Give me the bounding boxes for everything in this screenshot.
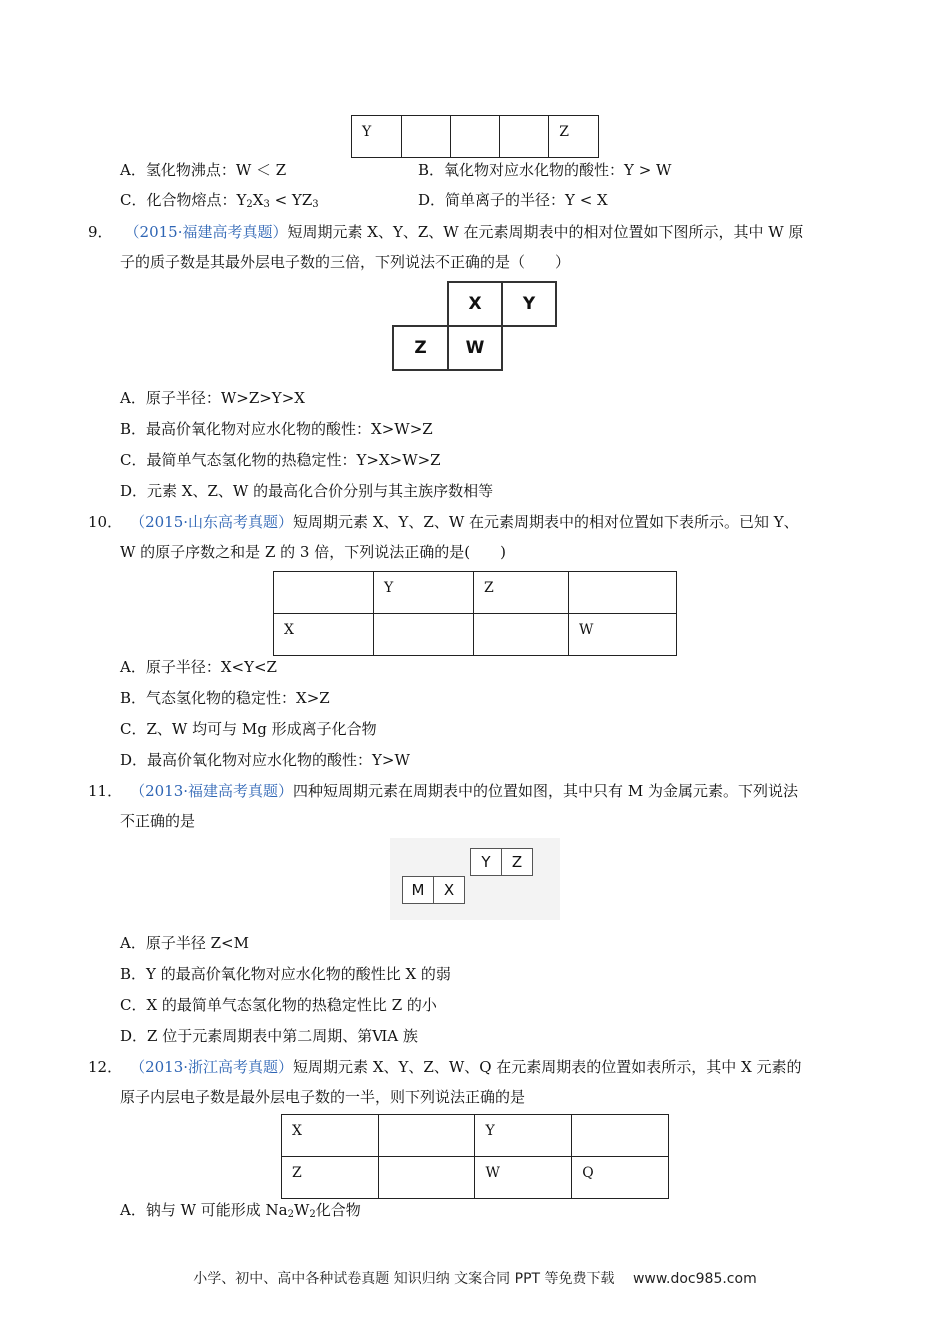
stem-text: 短周期元素 X、Y、Z、W、Q 在元素周期表的位置如表所示，其中 X 元素的 bbox=[293, 1058, 802, 1076]
q12-cell: Q bbox=[572, 1157, 669, 1199]
q9-stem-line2: 子的质子数是其最外层电子数的三倍，下列说法不正确的是（ ） bbox=[120, 253, 571, 271]
stem-text: 四种短周期元素在周期表中的位置如图，其中只有 M 为金属元素。下列说法 bbox=[293, 782, 798, 800]
q12-cell: Y bbox=[475, 1115, 572, 1157]
q8-cell bbox=[500, 116, 549, 158]
q10-cell: W bbox=[569, 614, 677, 656]
q9-stem bbox=[88, 222, 803, 242]
q12-cell: Z bbox=[282, 1157, 379, 1199]
q11-figure bbox=[390, 838, 560, 920]
q8-table bbox=[351, 115, 599, 158]
q11-option-c: C．X 的最简单气态氢化物的热稳定性比 Z 的小 bbox=[120, 996, 437, 1014]
q12-cell: X bbox=[282, 1115, 379, 1157]
periodic-cell: Z bbox=[501, 848, 533, 876]
q10-stem bbox=[88, 512, 799, 532]
q12-stem-line2: 原子内层电子数是最外层电子数的一半，则下列说法正确的是 bbox=[120, 1088, 526, 1106]
question-number: 11． bbox=[88, 782, 123, 800]
question-number: 9． bbox=[88, 223, 113, 241]
periodic-cell: W bbox=[447, 325, 503, 371]
q9-option-b: B．最高价氧化物对应水化物的酸性：X>W>Z bbox=[120, 420, 433, 438]
q8-option-c-text: < YZ bbox=[269, 191, 313, 209]
stem-text: 短周期元素 X、Y、Z、W 在元素周期表中的相对位置如下表所示。已知 Y、 bbox=[293, 513, 799, 531]
q10-option-c: C．Z、W 均可与 Mg 形成离子化合物 bbox=[120, 720, 377, 738]
q10-cell bbox=[274, 572, 374, 614]
periodic-cell: M bbox=[402, 876, 434, 904]
subscript: 3 bbox=[312, 199, 319, 210]
q10-cell bbox=[473, 614, 568, 656]
q11-stem-line2: 不正确的是 bbox=[120, 812, 196, 830]
q8-cell bbox=[401, 116, 450, 158]
stem-text: 短周期元素 X、Y、Z、W 在元素周期表中的相对位置如下图所示，其中 W 原 bbox=[287, 223, 804, 241]
q8-option-c-text: C．化合物熔点：Y bbox=[120, 191, 247, 209]
q9-option-d: D．元素 X、Z、W 的最高化合价分别与其主族序数相等 bbox=[120, 482, 494, 500]
q12-table bbox=[281, 1114, 669, 1199]
q10-option-d: D．最高价氧化物对应水化物的酸性：Y>W bbox=[120, 751, 410, 769]
question-number: 10． bbox=[88, 513, 123, 531]
q11-option-b: B．Y 的最高价氧化物对应水化物的酸性比 X 的弱 bbox=[120, 965, 451, 983]
q10-option-a: A．原子半径：X<Y<Z bbox=[120, 658, 277, 676]
q10-stem-line2: W 的原子序数之和是 Z 的 3 倍，下列说法正确的是( ) bbox=[120, 543, 506, 561]
question-source: （2015·福建高考真题） bbox=[124, 223, 288, 241]
q10-cell bbox=[373, 614, 473, 656]
q8-option-a: A．氢化物沸点：W ＜ Z bbox=[120, 161, 287, 179]
periodic-cell: Y bbox=[470, 848, 502, 876]
q12-option-a-text: W bbox=[294, 1201, 310, 1219]
q8-cell bbox=[450, 116, 499, 158]
q12-option-a-text: A．钠与 W 可能形成 Na bbox=[120, 1201, 288, 1219]
q10-table bbox=[273, 571, 677, 656]
q11-option-a: A．原子半径 Z<M bbox=[120, 934, 249, 952]
q12-cell bbox=[378, 1115, 475, 1157]
q12-cell bbox=[378, 1157, 475, 1199]
footer-text: 小学、初中、高中各种试卷真题 知识归纳 文案合同 PPT 等免费下载 www.doc985.com bbox=[193, 1271, 757, 1287]
q11-option-d: D．Z 位于元素周期表中第二周期、第ⅥA 族 bbox=[120, 1027, 418, 1045]
subscript: 2 bbox=[309, 1209, 316, 1220]
q8-option-b: B．氧化物对应水化物的酸性：Y > W bbox=[418, 161, 672, 179]
subscript: 2 bbox=[287, 1209, 294, 1220]
periodic-cell: Y bbox=[501, 281, 557, 327]
q10-cell: Z bbox=[473, 572, 568, 614]
q10-cell: X bbox=[274, 614, 374, 656]
question-number: 12． bbox=[88, 1058, 123, 1076]
q10-cell: Y bbox=[373, 572, 473, 614]
subscript: 2 bbox=[246, 199, 253, 210]
periodic-cell: X bbox=[447, 281, 503, 327]
q12-option-a bbox=[120, 1200, 361, 1220]
periodic-cell: Z bbox=[392, 325, 449, 371]
q8-cell: Z bbox=[549, 116, 599, 158]
q8-option-d: D．简单离子的半径：Y < X bbox=[418, 191, 608, 209]
q11-stem bbox=[88, 781, 798, 801]
question-source: （2015·山东高考真题） bbox=[130, 513, 294, 531]
question-source: （2013·浙江高考真题） bbox=[130, 1058, 294, 1076]
q8-option-c bbox=[120, 190, 319, 210]
q12-stem bbox=[88, 1057, 802, 1077]
periodic-cell: X bbox=[433, 876, 465, 904]
q12-cell: W bbox=[475, 1157, 572, 1199]
q9-option-c: C．最简单气态氢化物的热稳定性：Y>X>W>Z bbox=[120, 451, 441, 469]
q8-cell: Y bbox=[352, 116, 402, 158]
q12-option-a-text: 化合物 bbox=[315, 1201, 361, 1219]
question-source: （2013·福建高考真题） bbox=[130, 782, 294, 800]
q9-option-a: A．原子半径：W>Z>Y>X bbox=[120, 389, 305, 407]
q10-option-b: B．气态氢化物的稳定性：X>Z bbox=[120, 689, 330, 707]
q12-cell bbox=[572, 1115, 669, 1157]
q10-cell bbox=[569, 572, 677, 614]
subscript: 3 bbox=[263, 199, 270, 210]
q8-option-c-text: X bbox=[252, 191, 264, 209]
